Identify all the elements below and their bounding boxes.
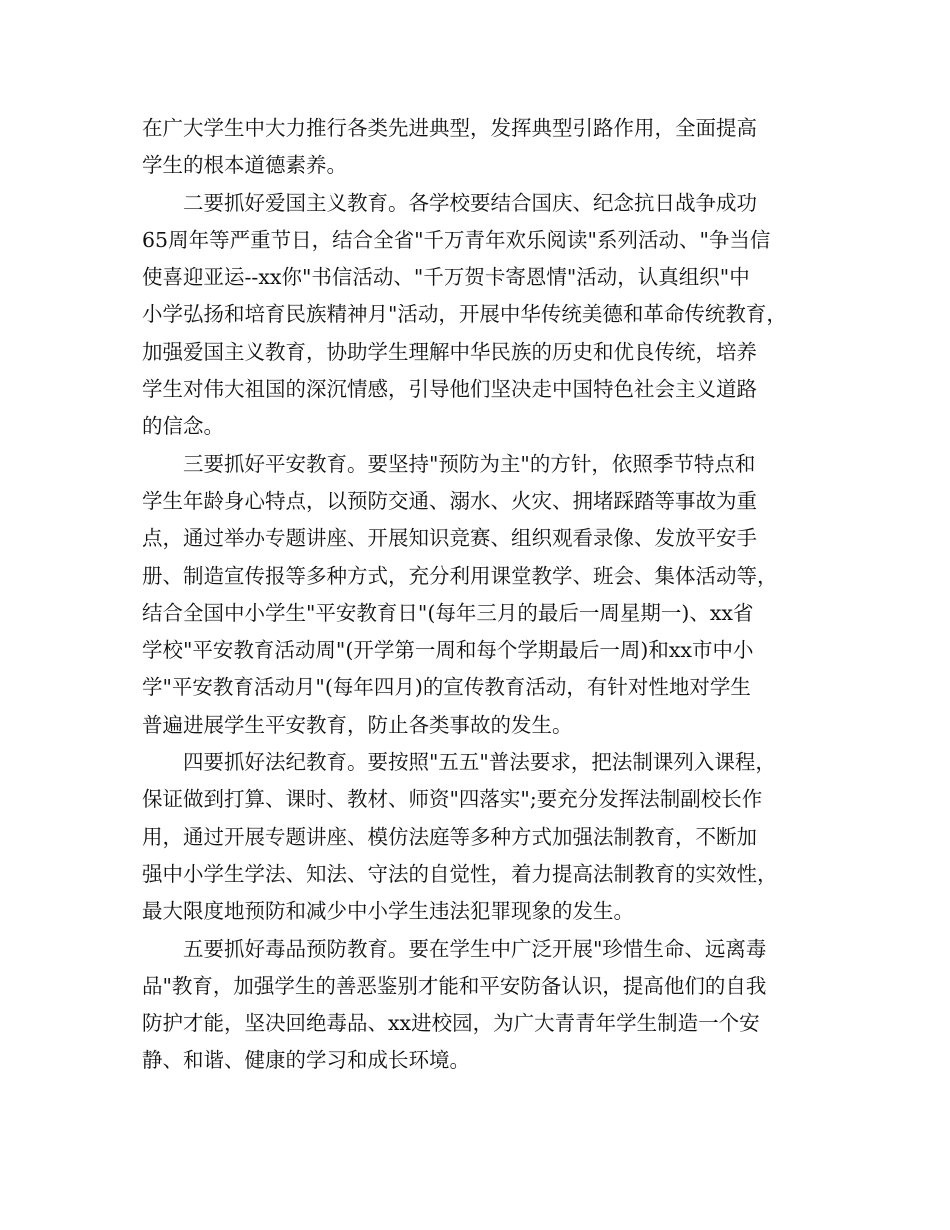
text-line: 小学弘扬和培育民族精神月"活动，开展中华传统美德和革命传统教育， [142, 302, 787, 327]
text-line: 学生的根本道德素养。 [142, 153, 347, 178]
text-line: 65周年等严重节日，结合全省"千万青年欢乐阅读"系列活动、"争当信 [142, 227, 771, 252]
text-line: 学生对伟大祖国的深沉情感，引导他们坚决走中国特色社会主义道路 [142, 377, 757, 402]
text-line: 学校"平安教育活动周"(开学第一周和每个学期最后一周)和xx市中小 [142, 638, 754, 663]
document-body [142, 110, 827, 1080]
paragraph-moral-education-continued [142, 110, 827, 185]
text-line: 防护才能，坚决回绝毒品、xx进校园，为广大青青年学生制造一个安 [142, 1011, 760, 1036]
text-line: 静、和谐、健康的学习和成长环境。 [142, 1048, 470, 1073]
text-line: 加强爱国主义教育，协助学生理解中华民族的历史和优良传统，培养 [142, 339, 757, 364]
text-line: 册、制造宣传报等多种方式，充分利用课堂教学、班会、集体活动等， [142, 563, 778, 588]
text-line: 二要抓好爱国主义教育。各学校要结合国庆、纪念抗日战争成功 [183, 190, 757, 215]
text-line: 四要抓好法纪教育。要按照"五五"普法要求，把法制课列入课程， [183, 750, 776, 775]
text-line: 品"教育，加强学生的善恶鉴别才能和平安防备认识，提高他们的自我 [142, 973, 767, 998]
text-line: 最大限度地预防和减少中小学生违法犯罪现象的发生。 [142, 899, 634, 924]
text-line: 五要抓好毒品预防教育。要在学生中广泛开展"珍惜生命、远离毒 [183, 936, 767, 961]
text-line: 点，通过举办专题讲座、开展知识竞赛、组织观看录像、发放平安手 [142, 526, 757, 551]
text-line: 三要抓好平安教育。要坚持"预防为主"的方针，依照季节特点和 [183, 451, 756, 476]
paragraph-patriotic-education [142, 185, 827, 446]
text-line: 使喜迎亚运--xx你"书信活动、"千万贺卡寄恩情"活动，认真组织"中 [142, 265, 750, 290]
text-line: 普遍进展学生平安教育，防止各类事故的发生。 [142, 712, 573, 737]
paragraph-drug-prevention-education [142, 931, 827, 1080]
text-line: 保证做到打算、课时、教材、师资"四落实";要充分发挥法制副校长作 [142, 787, 763, 812]
text-line: 学"平安教育活动月"(每年四月)的宣传教育活动，有针对性地对学生 [142, 675, 751, 700]
text-line: 学生年龄身心特点，以预防交通、溺水、火灾、拥堵踩踏等事故为重 [142, 488, 757, 513]
text-line: 强中小学生学法、知法、守法的自觉性，着力提高法制教育的实效性， [142, 861, 778, 886]
text-line: 在广大学生中大力推行各类先进典型，发挥典型引路作用，全面提高 [142, 116, 757, 140]
paragraph-safety-education [142, 446, 827, 744]
text-line: 的信念。 [142, 414, 224, 439]
paragraph-legal-education [142, 744, 827, 930]
text-line: 结合全国中小学生"平安教育日"(每年三月的最后一周星期一)、xx省 [142, 600, 754, 625]
text-line: 用，通过开展专题讲座、模仿法庭等多种方式加强法制教育，不断加 [142, 824, 757, 849]
